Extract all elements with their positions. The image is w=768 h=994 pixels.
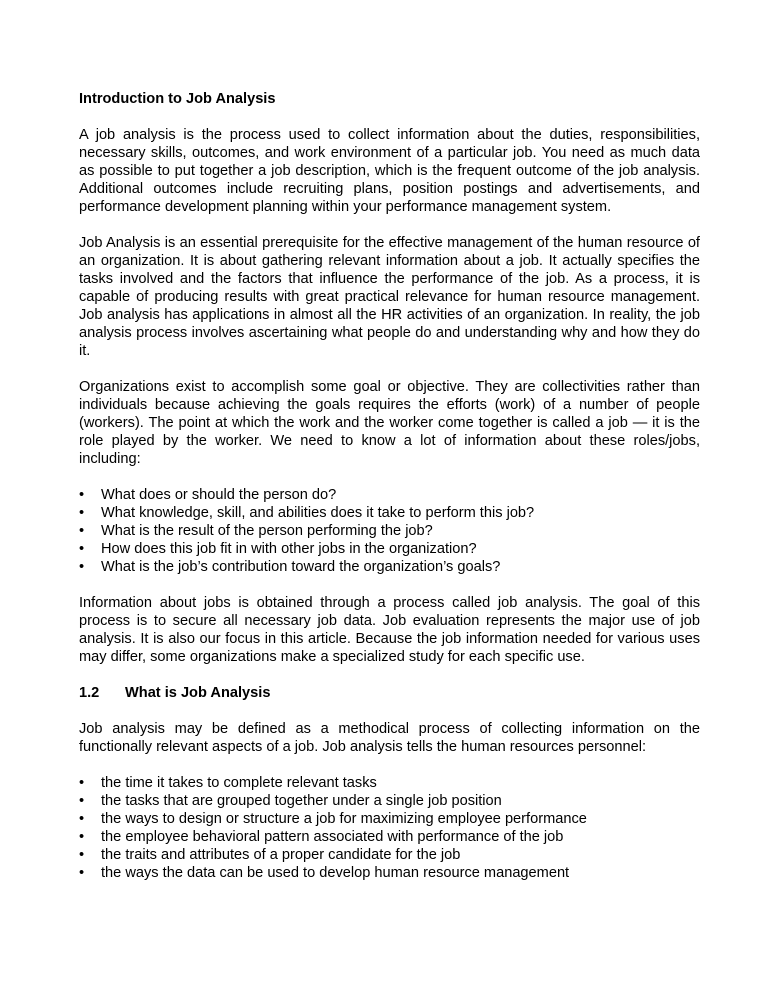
section-title: What is Job Analysis [125,685,271,701]
questions-list [79,486,700,576]
list-item [79,558,700,576]
list-item-text: the tasks that are grouped together under a single job position [101,793,502,809]
paragraph-definition: A job analysis is the process used to collect information about the duties, responsibilities, necessary skills, outcomes, and work environment of a particular job. You need as much data as possible to put together a job description, which is the frequent outcome of the job analysis. Additional outcomes include recruiting plans, position postings and advertisements, and performance development planning within your performance management system. [79,127,700,215]
list-item [79,774,700,792]
list-item-text: What knowledge, skill, and abilities does it take to perform this job? [101,505,535,521]
bullet-icon: • [79,775,85,791]
list-item [79,504,700,522]
list-item-text: the time it takes to complete relevant tasks [101,775,377,791]
list-item-text: the traits and attributes of a proper candidate for the job [101,847,461,863]
bullet-icon: • [79,523,85,539]
list-item [79,540,700,558]
bullet-icon: • [79,811,85,827]
bullet-icon: • [79,505,85,521]
list-item [79,864,700,882]
bullet-icon: • [79,865,85,881]
list-item [79,522,700,540]
document-title: Introduction to Job Analysis [79,91,276,107]
list-item [79,828,700,846]
bullet-icon: • [79,847,85,863]
bullet-icon: • [79,793,85,809]
paragraph-organizations: Organizations exist to accomplish some goal or objective. They are collectivities rather than individuals because achieving the goals requires the efforts (work) of a number of people (workers). The point at which the work and the worker come together is called a job — it is the role played by the worker. We need to know a lot of information about these roles/jobs, including: [79,379,700,467]
document-page [79,90,700,900]
paragraph-section-definition: Job analysis may be defined as a methodical process of collecting information on the functionally relevant aspects of a job. Job analysis tells the human resources personnel: [79,721,700,755]
section-number: 1.2 [79,685,100,701]
paragraph-prerequisite: Job Analysis is an essential prerequisite for the effective management of the human resource of an organization. It is about gathering relevant information about a job. It actually specifies the tasks involved and the factors that influence the performance of the job. As a process, it is capable of producing results with great practical relevance for human resource management. Job analysis has applications in almost all the HR activities of an organization. In reality, the job analysis process involves ascertaining what people do and understanding why and how they do it. [79,235,700,359]
list-item-text: How does this job fit in with other jobs in the organization? [101,541,477,557]
list-item-text: the ways the data can be used to develop human resource management [101,865,570,881]
bullet-icon: • [79,559,85,575]
section-items-list [79,774,700,882]
list-item-text: What is the result of the person performing the job? [101,523,433,539]
bullet-icon: • [79,829,85,845]
list-item [79,792,700,810]
list-item-text: What is the job’s contribution toward the organization’s goals? [101,559,501,575]
bullet-icon: • [79,541,85,557]
paragraph-information: Information about jobs is obtained through a process called job analysis. The goal of this process is to secure all necessary job data. Job evaluation represents the major use of job analysis. It is also our focus in this article. Because the job information needed for various uses may differ, some organizations make a specialized study for each specific use. [79,595,700,665]
list-item [79,846,700,864]
list-item-text: What does or should the person do? [101,487,337,503]
list-item-text: the ways to design or structure a job for maximizing employee performance [101,811,587,827]
section-heading [79,684,700,702]
list-item [79,810,700,828]
list-item [79,486,700,504]
bullet-icon: • [79,487,85,503]
list-item-text: the employee behavioral pattern associated with performance of the job [101,829,564,845]
